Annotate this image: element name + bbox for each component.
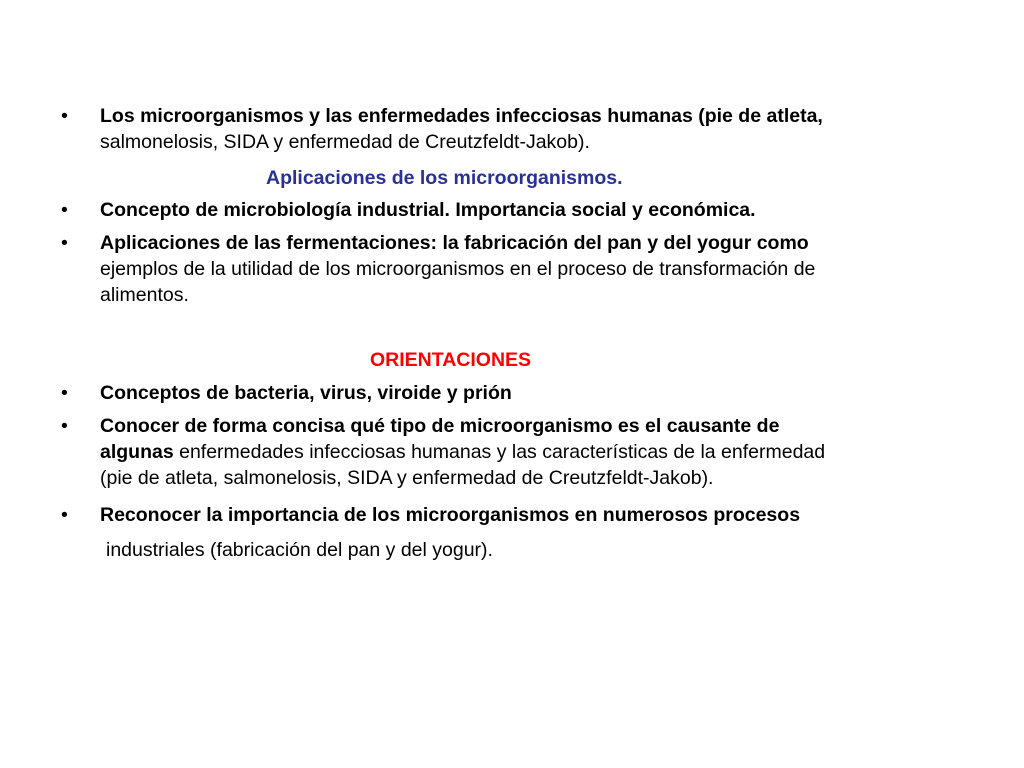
item-reconocer-line2: industriales (fabricación del pan y del yogur).: [106, 539, 493, 561]
item-fermentaciones-line2: ejemplos de la utilidad de los microorganismos en el proceso de transformación de: [100, 258, 816, 280]
bullet-glyph: •: [61, 105, 68, 127]
bullet-glyph: •: [61, 232, 68, 254]
item-conocer-line3: (pie de atleta, salmonelosis, SIDA y enfermedad de Creutzfeldt-Jakob).: [100, 467, 714, 489]
item-conceptos-bacteria: Conceptos de bacteria, virus, viroide y prión: [100, 382, 512, 404]
bullet-glyph: •: [61, 382, 68, 404]
item-reconocer-line1: Reconocer la importancia de los microorganismos en numerosos procesos: [100, 504, 801, 526]
item-conocer-line1: Conocer de forma concisa qué tipo de microorganismo es el causante de: [100, 415, 780, 437]
item-fermentaciones-line3: alimentos.: [100, 284, 189, 306]
bullet-glyph: •: [61, 504, 68, 526]
item-microorganisms-diseases-line1: Los microorganismos y las enfermedades infecciosas humanas (pie de atleta,: [100, 105, 823, 127]
item-fermentaciones-line1: Aplicaciones de las fermentaciones: la fabricación del pan y del yogur como: [100, 232, 809, 254]
section-heading-orientaciones: ORIENTACIONES: [370, 349, 532, 371]
item-microorganisms-diseases-line2: salmonelosis, SIDA y enfermedad de Creutzfeldt-Jakob).: [100, 131, 590, 153]
item-microbiologia-industrial: Concepto de microbiología industrial. Importancia social y económica.: [100, 199, 756, 221]
bullet-glyph: •: [61, 199, 68, 221]
bullet-glyph: •: [61, 415, 68, 437]
item-conocer-line2-rest: enfermedades infecciosas humanas y las características de la enfermedad: [173, 441, 826, 463]
item-conocer-line2: [100, 439, 825, 465]
section-heading-aplicaciones: Aplicaciones de los microorganismos.: [266, 167, 623, 189]
bold-word-algunas: algunas: [100, 441, 174, 463]
